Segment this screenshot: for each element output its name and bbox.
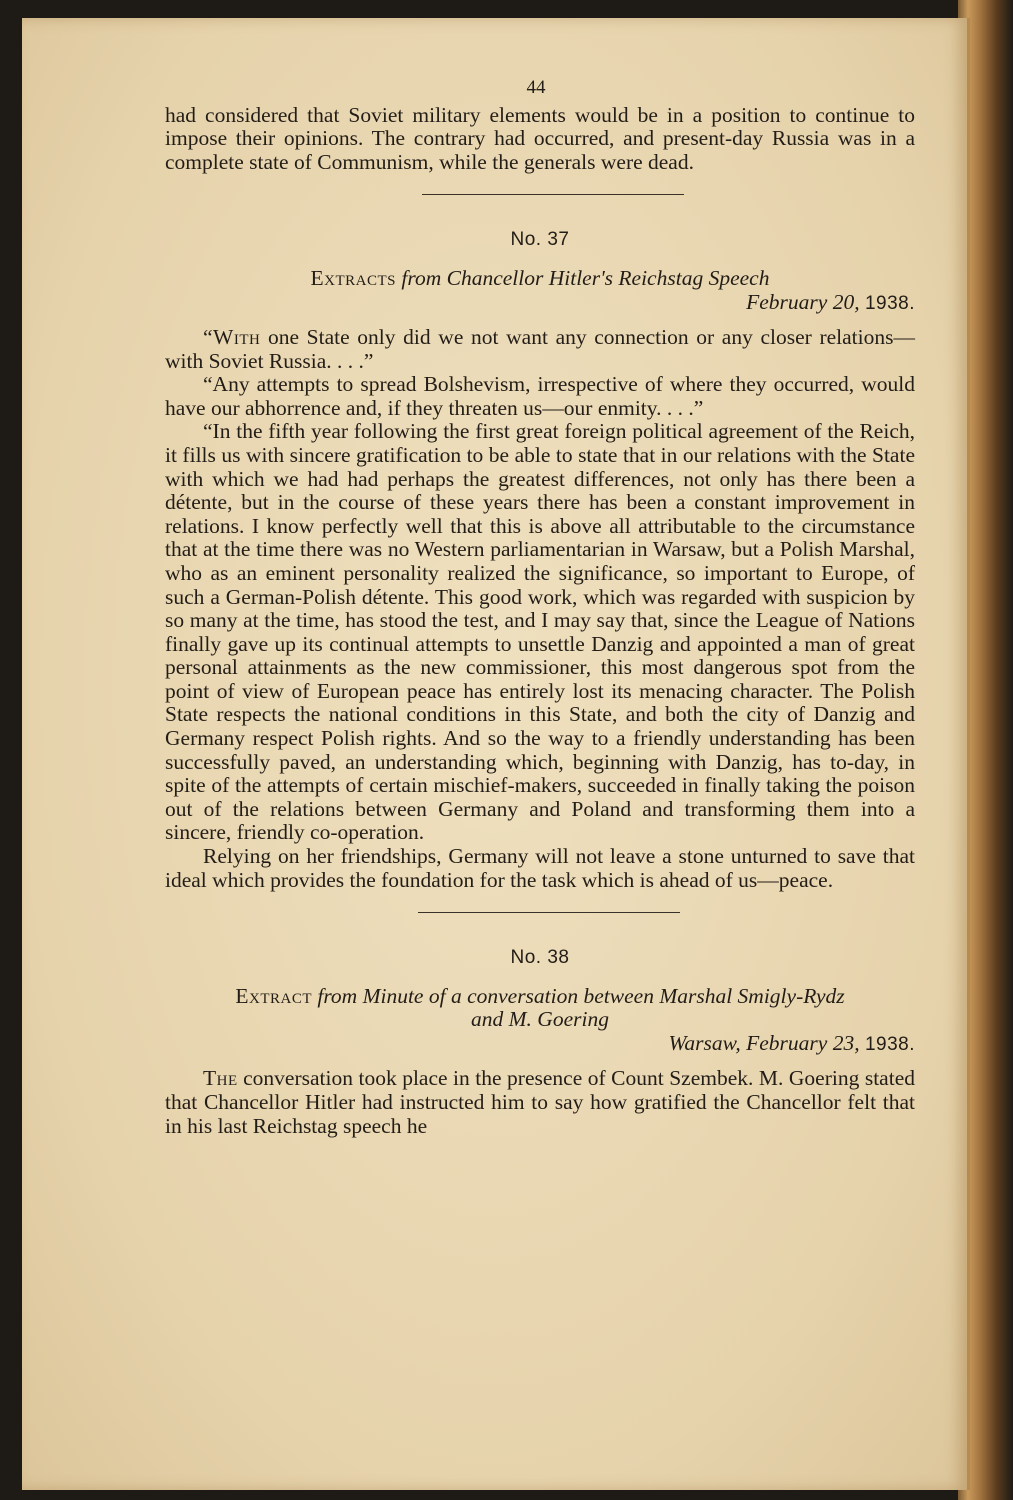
doc-37-heading-title: from Chancellor Hitler's Reichstag Speech <box>401 265 770 290</box>
page-content <box>165 76 915 1138</box>
doc-37-paragraph-4 <box>165 845 915 892</box>
doc-38-heading-lead: Extract <box>235 983 312 1008</box>
doc-37-p1-text: one State only did we not want any connection or any closer relations—with Soviet Russia. . . .” <box>165 324 915 373</box>
doc-37-paragraph-2 <box>165 373 915 420</box>
doc-38-dateline <box>165 1031 915 1057</box>
section-divider <box>422 194 684 195</box>
doc-38-year: 1938. <box>864 1034 915 1056</box>
doc-37-p4-text: Relying on her friendships, Germany will not leave a stone unturned to save that ideal which provides the foundation for the task which is ahead of us—peace. <box>165 844 915 892</box>
doc-38-heading-title-line2: and M. Goering <box>471 1006 609 1031</box>
intro-paragraph: had considered that Soviet military elements would be in a position to continue to impose their opinions. The contrary had occurred, and present-day Russia was in a complete state of Communism, while the generals were dead. <box>165 102 915 174</box>
document-38 <box>165 946 915 1138</box>
doc-38-heading <box>165 984 915 1008</box>
doc-37-number: No. 37 <box>510 229 570 251</box>
doc-37-paragraph-3 <box>165 420 915 845</box>
doc-38-p1-text: conversation took place in the presence of Count Szembek. M. Goering stated that Chancellor Hitler had instructed him to say how gratified the Chancellor felt that in his last Reichstag speech he <box>165 1066 915 1138</box>
document-37 <box>165 228 915 892</box>
doc-38-p1-lead: The <box>203 1066 238 1091</box>
doc-37-dateline <box>165 290 915 316</box>
doc-37-heading-lead: Extracts <box>310 265 397 290</box>
doc-37-p3-text: “In the fifth year following the first great foreign political agreement of the Reich, it fills us with sincere gratification to be able to state that in our relations with the State with which we had had perhaps the greatest differences, not only has there been a détente, but in the course of these years there has been a constant improvement in relations. I know perfectly well that this is above all attributable to the circumstance that at the time there was no Western parliamentarian in Warsaw, but a Polish Marshal, who as an eminent personality realized the significance, so important to Europe, of such a German-Polish détente. This good work, which was regarded with suspicion by so many at the time, has stood the test, and I may say that, since the League of Nations finally gave up its continual attempts to unsettle Danzig and appointed a man of great personal attainments as the new commissioner, this most dangerous spot from the point of view of European peace has entirely lost its menacing character. The Polish State respects the national conditions in this State, and both the city of Danzig and Germany respect Polish rights. And so the way to a friendly understanding has been successfully paved, an understanding which, beginning with Danzig, has to-day, in spite of the attempts of certain mischief-makers, succeeded in finally taking the poison out of the relations between Germany and Poland and transforming them into a sincere, friendly co-operation. <box>165 419 915 845</box>
doc-37-paragraph-1 <box>165 326 915 373</box>
doc-38-paragraph-1 <box>165 1067 915 1138</box>
doc-38-number: No. 38 <box>510 947 570 969</box>
section-divider <box>418 912 680 913</box>
document-page <box>22 18 970 1490</box>
doc-37-heading <box>165 266 915 290</box>
doc-37-p1-lead: “With <box>203 324 261 349</box>
doc-37-year: 1938. <box>864 292 915 314</box>
doc-38-heading-title-line1: from Minute of a conversation between Marshal Smigly-Rydz <box>317 983 845 1008</box>
doc-38-date: Warsaw, February 23, <box>668 1031 860 1056</box>
page-number: 44 <box>526 77 546 98</box>
doc-37-p2-text: “Any attempts to spread Bolshevism, irrespective of where they occurred, would have our abhorrence and, if they threaten us—our enmity. . . .” <box>165 372 915 420</box>
doc-37-date: February 20, <box>746 289 860 314</box>
